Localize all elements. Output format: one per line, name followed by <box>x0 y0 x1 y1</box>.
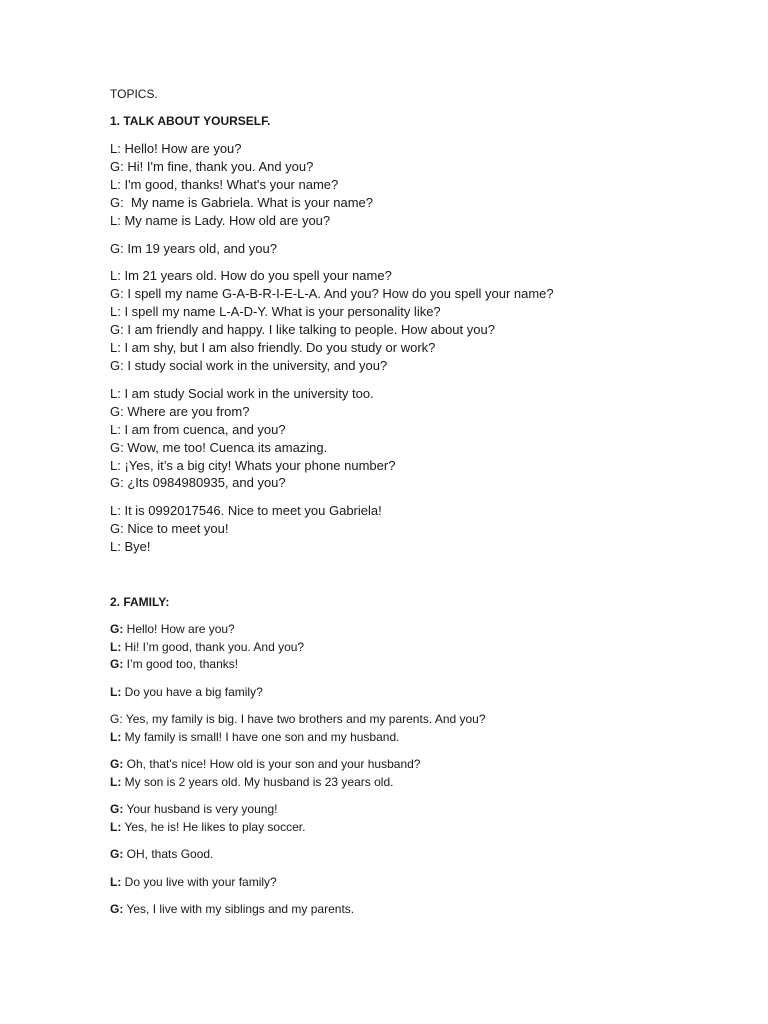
line-text: Im 21 years old. How do you spell your name? <box>120 268 392 284</box>
dialogue-body <box>110 621 730 919</box>
dialogue-paragraph <box>110 385 730 492</box>
dialogue-line <box>110 756 730 774</box>
dialogue-line <box>110 774 730 792</box>
line-text: My son is 2 years old. My husband is 23 years old. <box>121 774 394 789</box>
dialogue-line <box>110 403 730 421</box>
line-text: Hello! How are you? <box>120 141 242 156</box>
dialogue-paragraph <box>110 874 730 892</box>
line-text: Im 19 years old, and you? <box>123 240 277 256</box>
speaker-label: G: <box>110 757 124 772</box>
line-text: Yes, my family is big. I have two brothers and my parents. And you? <box>122 712 486 727</box>
line-text: I spell my name L-A-D-Y. What is your personality like? <box>120 304 441 320</box>
line-text: Where are you from? <box>123 403 250 419</box>
speaker-label: L: <box>110 774 122 789</box>
line-text: Hi! I’m good, thank you. And you? <box>121 639 305 654</box>
speaker-label: L: <box>110 639 122 654</box>
speaker-label: G: <box>110 622 124 637</box>
dialogue-paragraph <box>110 502 730 556</box>
speaker-label: G: <box>110 158 124 174</box>
line-text: My family is small! I have one son and my husband. <box>121 729 400 744</box>
dialogue-line <box>110 729 730 747</box>
line-text: I’m good too, thanks! <box>123 657 239 672</box>
speaker-label: G: <box>110 357 124 373</box>
speaker-label: G: <box>110 439 124 455</box>
speaker-label: G: <box>110 194 124 210</box>
speaker-label: G: <box>110 475 124 491</box>
speaker-label: G: <box>110 240 124 256</box>
line-text: It is 0992017546. Nice to meet you Gabriela! <box>120 503 382 519</box>
section-family <box>110 594 730 919</box>
dialogue-line <box>110 621 730 639</box>
dialogue-line <box>110 194 730 212</box>
speaker-label: G: <box>110 286 124 302</box>
dialogue-line <box>110 357 730 375</box>
dialogue-line <box>110 711 730 729</box>
dialogue-paragraph <box>110 901 730 919</box>
dialogue-line <box>110 457 730 475</box>
line-text: Your husband is very young! <box>123 802 278 817</box>
line-text: Hello! How are you? <box>123 622 235 637</box>
line-text: ¡Yes, it’s a big city! Whats your phone number? <box>120 457 396 473</box>
line-text: Do you have a big family? <box>121 684 263 699</box>
line-text: Do you live with your family? <box>121 874 277 889</box>
dialogue-line <box>110 502 730 520</box>
speaker-label: G: <box>110 802 124 817</box>
dialogue-line <box>110 656 730 674</box>
dialogue-line <box>110 439 730 457</box>
dialogue-line <box>110 421 730 439</box>
dialogue-line <box>110 538 730 556</box>
line-text: Wow, me too! Cuenca its amazing. <box>123 439 328 455</box>
speaker-label: G: <box>110 902 124 917</box>
dialogue-line <box>110 520 730 538</box>
dialogue-paragraph <box>110 621 730 674</box>
line-text: I am study Social work in the university too. <box>120 385 374 401</box>
section-talk-about-yourself <box>110 113 730 556</box>
line-text: OH, thats Good. <box>123 847 214 862</box>
dialogue-paragraph <box>110 684 730 702</box>
line-text: I'm good, thanks! What's your name? <box>120 176 339 192</box>
dialogue-line <box>110 158 730 176</box>
speaker-label: L: <box>110 684 122 699</box>
dialogue-line <box>110 846 730 864</box>
dialogue-line <box>110 140 730 158</box>
speaker-label: L: <box>110 304 121 320</box>
line-text: Oh, that's nice! How old is your son and your husband? <box>123 757 421 772</box>
dialogue-paragraph <box>110 267 730 374</box>
dialogue-paragraph <box>110 711 730 746</box>
line-text: My name is Gabriela. What is your name? <box>123 194 373 210</box>
dialogue-line <box>110 303 730 321</box>
speaker-label: L: <box>110 212 121 228</box>
section-title: 1. TALK ABOUT YOURSELF. <box>110 114 271 128</box>
dialogue-line <box>110 639 730 657</box>
line-text: I am shy, but I am also friendly. Do you study or work? <box>120 340 436 356</box>
line-text: Bye! <box>120 539 151 555</box>
dialogue-line <box>110 901 730 919</box>
line-text: I am from cuenca, and you? <box>120 421 286 437</box>
dialogue-paragraph <box>110 240 730 258</box>
speaker-label: G: <box>110 521 124 537</box>
dialogue-line <box>110 285 730 303</box>
line-text: Yes, he is! He likes to play soccer. <box>121 819 306 834</box>
speaker-label: L: <box>110 268 121 284</box>
speaker-label: G: <box>110 847 124 862</box>
speaker-label: G: <box>110 712 123 727</box>
speaker-label: G: <box>110 403 124 419</box>
dialogue-paragraph <box>110 140 730 230</box>
speaker-label: L: <box>110 340 121 356</box>
dialogue-line <box>110 176 730 194</box>
dialogue-line <box>110 819 730 837</box>
dialogue-paragraph <box>110 846 730 864</box>
dialogue-body <box>110 140 730 556</box>
line-text: I study social work in the university, and you? <box>123 357 388 373</box>
speaker-label: L: <box>110 539 121 555</box>
dialogue-line <box>110 321 730 339</box>
document-page <box>110 86 730 929</box>
speaker-label: L: <box>110 385 121 401</box>
speaker-label: L: <box>110 503 121 519</box>
line-text: ¿Its 0984980935, and you? <box>123 475 286 491</box>
topics-label: TOPICS. <box>110 87 158 101</box>
speaker-label: L: <box>110 819 122 834</box>
speaker-label: L: <box>110 141 121 156</box>
dialogue-line <box>110 474 730 492</box>
dialogue-line <box>110 684 730 702</box>
dialogue-line <box>110 385 730 403</box>
line-text: Nice to meet you! <box>123 521 229 537</box>
speaker-label: L: <box>110 457 121 473</box>
dialogue-line <box>110 240 730 258</box>
section-title: 2. FAMILY: <box>110 595 170 610</box>
dialogue-paragraph <box>110 756 730 791</box>
speaker-label: L: <box>110 874 122 889</box>
dialogue-paragraph <box>110 801 730 836</box>
line-text: I spell my name G-A-B-R-I-E-L-A. And you? How do you spell your name? <box>123 286 554 302</box>
line-text: Hi! I'm fine, thank you. And you? <box>123 158 314 174</box>
speaker-label: L: <box>110 421 121 437</box>
speaker-label: G: <box>110 657 124 672</box>
speaker-label: L: <box>110 729 122 744</box>
line-text: I am friendly and happy. I like talking to people. How about you? <box>123 322 495 338</box>
line-text: Yes, I live with my siblings and my parents. <box>123 902 355 917</box>
dialogue-line <box>110 267 730 285</box>
dialogue-line <box>110 874 730 892</box>
dialogue-line <box>110 212 730 230</box>
line-text: My name is Lady. How old are you? <box>120 212 331 228</box>
dialogue-line <box>110 801 730 819</box>
speaker-label: L: <box>110 176 121 192</box>
dialogue-line <box>110 339 730 357</box>
speaker-label: G: <box>110 322 124 338</box>
